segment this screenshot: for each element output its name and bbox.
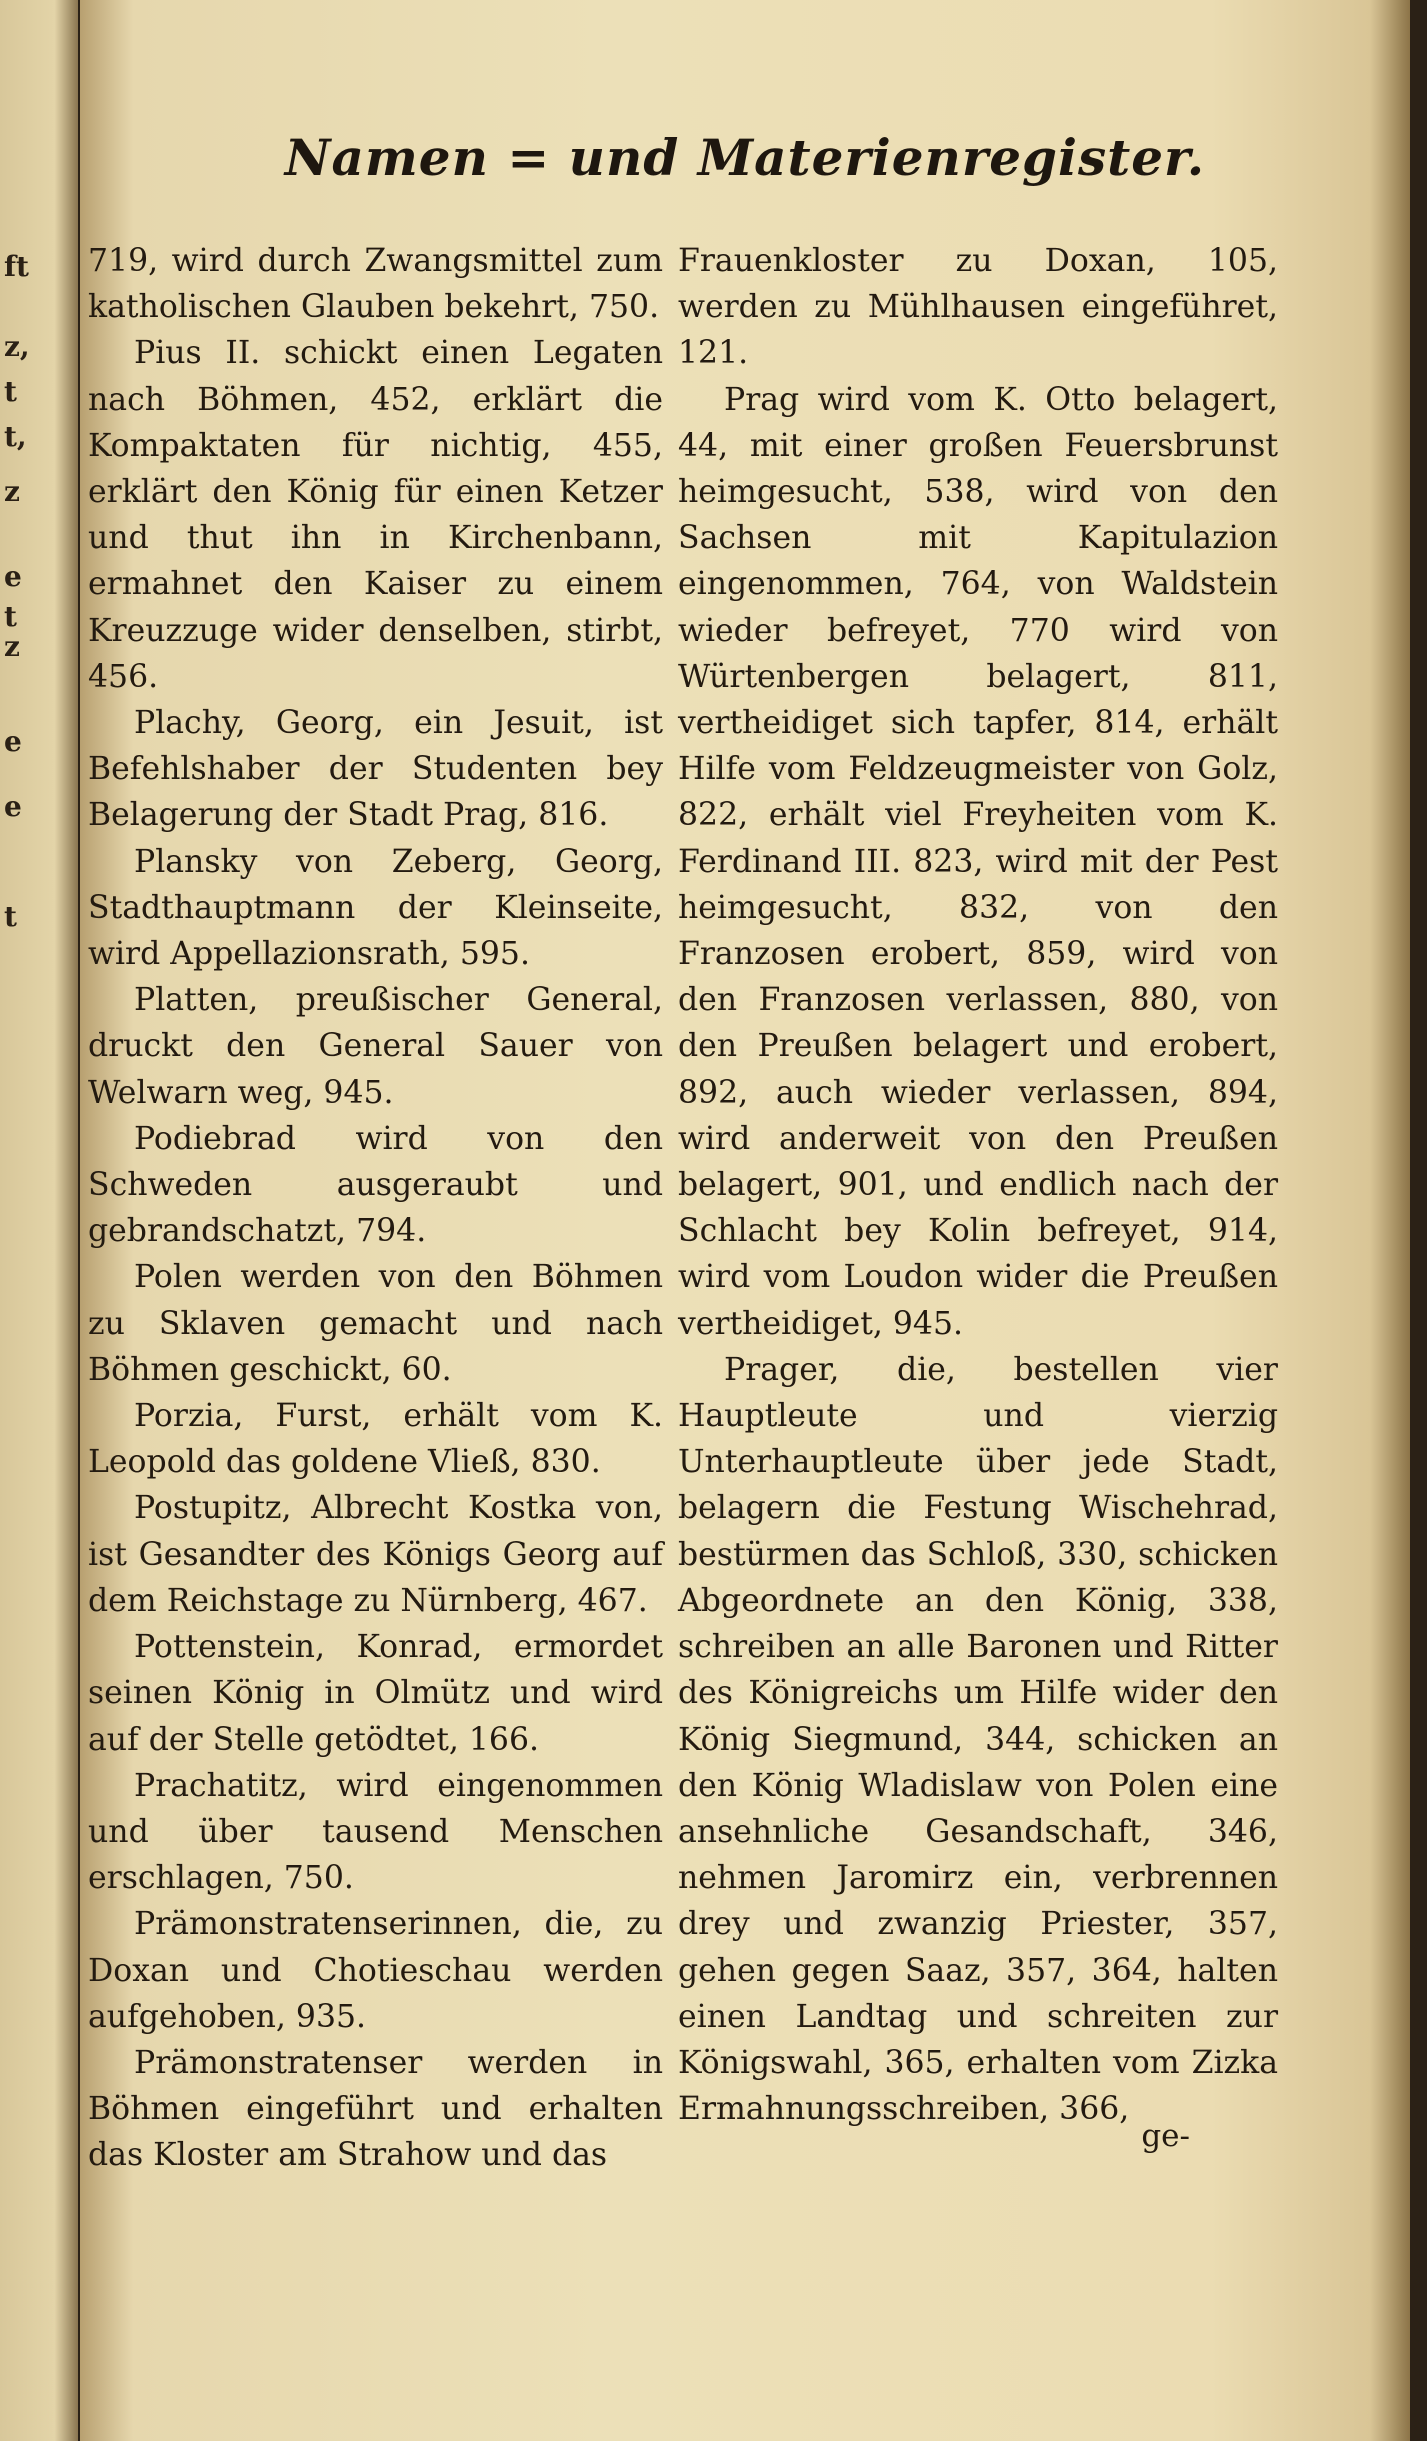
- running-head: Namen = und Materienregister.: [284, 128, 1206, 187]
- index-entry: Plachy, Georg, ein Jesuit, ist Befehlshaber der Studenten bey Belagerung der Stadt Prag, 816.: [88, 705, 663, 834]
- index-entry: Frauenkloster zu Doxan, 105, werden zu Mühlhausen eingeführet, 121.: [678, 243, 1278, 372]
- facing-page-fragment: z: [4, 475, 20, 508]
- catchword: ge-: [1141, 2118, 1190, 2154]
- index-entry: Prämonstratenser werden in Böhmen eingeführt und erhalten das Kloster am Strahow und das: [88, 2044, 663, 2174]
- index-entry: Plansky von Zeberg, Georg, Stadthauptmann der Kleinseite, wird Appellazionsrath, 595.: [88, 843, 663, 973]
- facing-page-fragment: z,: [4, 330, 30, 363]
- index-entry: Postupitz, Albrecht Kostka von, ist Gesandter des Königs Georg auf dem Reichstage zu Nürnberg, 467.: [88, 1490, 663, 1619]
- index-entry: Platten, preußischer General, druckt den General Sauer von Welwarn weg, 945.: [88, 982, 663, 1111]
- facing-page-fragment: e: [4, 790, 22, 823]
- facing-page-fragment: t: [4, 900, 17, 933]
- index-entry: Polen werden von den Böhmen zu Sklaven gemacht und nach Böhmen geschickt, 60.: [88, 1259, 663, 1388]
- index-entry: Prag wird vom K. Otto belagert, 44, mit einer großen Feuersbrunst heimgesucht, 538, wird von den Sachsen mit Kapitulazion eingenommen, 764, von Waldstein wieder befreyet, 770 wird von Würtenbergen belagert, 811, vertheidiget sich tapfer, 814, erhält Hilfe vom Feldzeugmeister von Golz, 822, erhält viel Freyheiten vom K. Ferdinand III. 823, wird mit der Pest heimgesucht, 832, von den Franzosen erobert, 859, wird von den Franzosen verlassen, 880, von den Preußen belagert und erobert, 892, auch wieder verlassen, 894, wird anderweit von den Preußen belagert, 901, und endlich nach der Schlacht bey Kolin befreyet, 914, wird vom Loudon wider die Preußen vertheidiget, 945.: [678, 381, 1278, 1342]
- index-entry: Porzia, Furst, erhält vom K. Leopold das goldene Vließ, 830.: [88, 1398, 663, 1481]
- facing-page-fragment: t: [4, 600, 17, 633]
- index-entry: Pius II. schickt einen Legaten nach Böhmen, 452, erklärt die Kompaktaten für nichtig, 455, erklärt den König für einen Ketzer und thut ihn in Kirchenbann, ermahnet den Kaiser zu einem Kreuzzuge wider denselben, stirbt, 456.: [88, 335, 663, 695]
- index-entry: Podiebrad wird von den Schweden ausgeraubt und gebrandschatzt, 794.: [88, 1120, 663, 1250]
- left-column: [88, 238, 663, 2179]
- facing-page-edge: [0, 0, 78, 2441]
- facing-page-fragment: t,: [4, 420, 27, 453]
- index-entry: Prämonstratenserinnen, die, zu Doxan und Chotieschau werden aufgehoben, 935.: [88, 1906, 663, 2035]
- index-entry: Prachatitz, wird eingenommen und über tausend Menschen erschlagen, 750.: [88, 1767, 663, 1897]
- facing-page-fragment: t: [4, 375, 17, 408]
- page-sheet: [80, 0, 1410, 2441]
- facing-page-fragment: ft: [4, 250, 29, 283]
- index-entry: Prager, die, bestellen vier Hauptleute und vierzig Unterhauptleute über jede Stadt, belagern die Festung Wischehrad, bestürmen das Schloß, 330, schicken Abgeordnete an den König, 338, schreiben an alle Baronen und Ritter des Königreichs um Hilfe wider den König Siegmund, 344, schicken an den König Wladislaw von Polen eine ansehnliche Gesandschaft, 346, nehmen Jaromirz ein, verbrennen drey und zwanzig Priester, 357, gehen gegen Saaz, 357, 364, halten einen Landtag und schreiten zur Königswahl, 365, erhalten vom Zizka Ermahnungsschreiben, 366,: [678, 1351, 1278, 2128]
- facing-page-fragment: e: [4, 560, 22, 593]
- index-entry: Pottenstein, Konrad, ermordet seinen König in Olmütz und wird auf der Stelle getödtet, 166.: [88, 1629, 663, 1758]
- facing-page-fragment: e: [4, 725, 22, 758]
- right-column: [678, 238, 1278, 2132]
- facing-page-fragment: z: [4, 630, 20, 663]
- index-entry: 719, wird durch Zwangsmittel zum katholischen Glauben bekehrt, 750.: [88, 243, 663, 326]
